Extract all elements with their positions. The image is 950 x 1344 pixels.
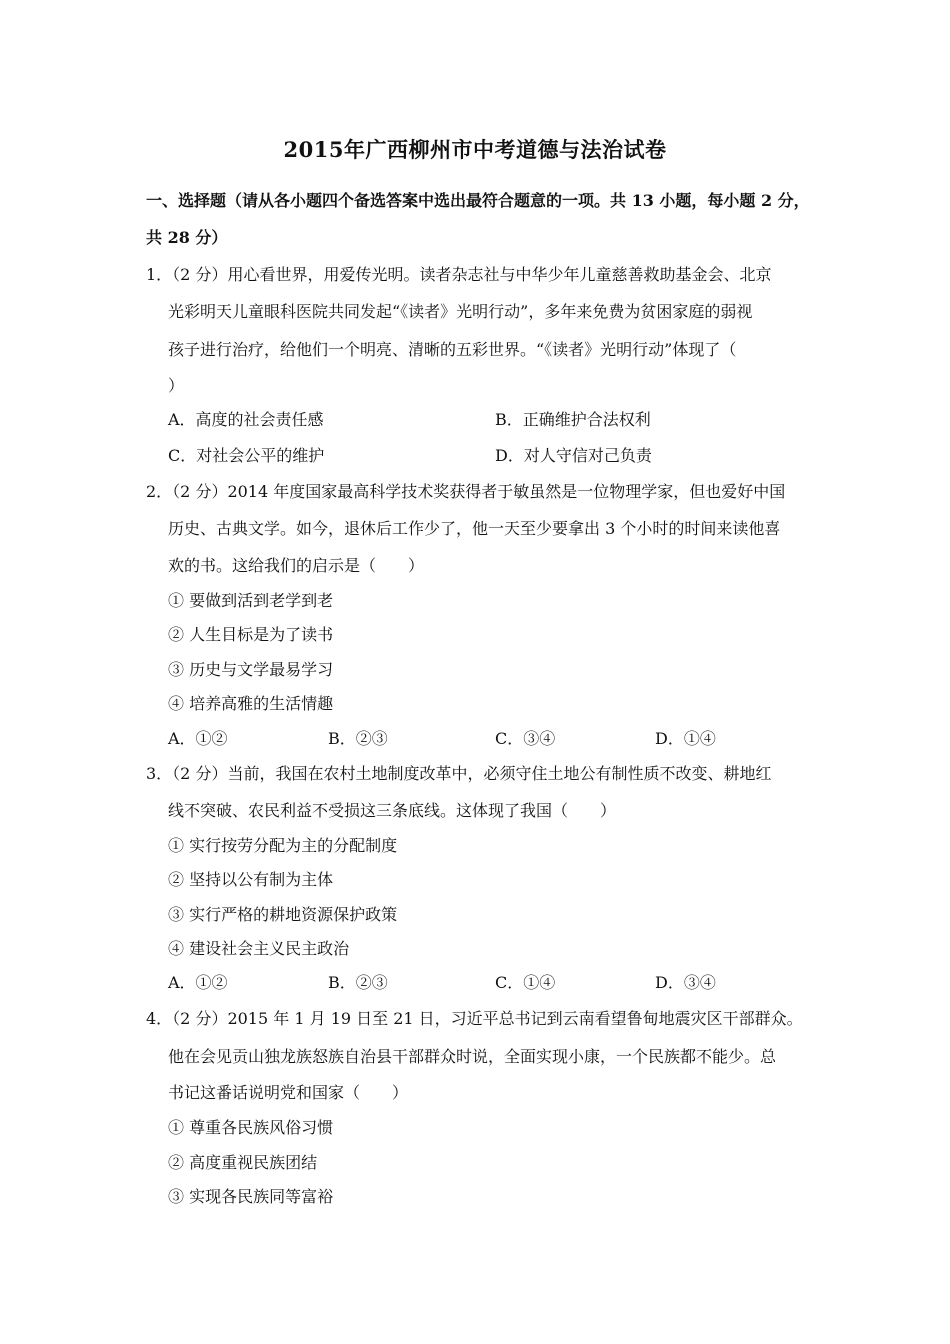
statement-item: ① 实行按劳分配为主的分配制度 <box>168 836 398 855</box>
option-a: A．高度的社会责任感 <box>168 410 324 429</box>
question-text: 4．（2 分）2015 年 1 月 19 日至 21 日，习近平总书记到云南看望鲁甸地震灾区干部群众。 <box>146 1009 803 1028</box>
statement-item: ② 坚持以公有制为主体 <box>168 870 334 889</box>
statement-item: ④ 建设社会主义民主政治 <box>168 939 350 958</box>
question-text: 他在会见贡山独龙族怒族自治县干部群众时说，全面实现小康，一个民族都不能少。总 <box>168 1047 777 1066</box>
option-d: D．③④ <box>655 973 716 992</box>
option-b: B．②③ <box>328 973 388 992</box>
option-d: D．①④ <box>655 729 716 748</box>
statement-item: ③ 历史与文学最易学习 <box>168 660 334 679</box>
question-text: 2．（2 分）2014 年度国家最高科学技术奖获得者于敏虽然是一位物理学家，但也爱好中国 <box>146 482 786 501</box>
question-text: 孩子进行治疗，给他们一个明亮、清晰的五彩世界。“《读者》光明行动”体现了（ <box>168 340 737 359</box>
option-c: C．③④ <box>495 729 556 748</box>
question-text: 书记这番话说明党和国家（ ） <box>168 1083 409 1102</box>
question-text: 历史、古典文学。如今，退休后工作少了，他一天至少要拿出 3 个小时的时间来读他喜 <box>168 519 781 538</box>
option-c: C．①④ <box>495 973 556 992</box>
statement-item: ③ 实行严格的耕地资源保护政策 <box>168 905 398 924</box>
question-text: 1．（2 分）用心看世界，用爱传光明。读者杂志社与中华少年儿童慈善救助基金会、北京 <box>146 265 772 284</box>
option-c: C．对社会公平的维护 <box>168 446 325 465</box>
section-heading-line-2: 共 28 分） <box>146 228 228 247</box>
section-heading-line-1: 一、选择题（请从各小题四个备选答案中选出最符合题意的一项。共 13 小题，每小题 2 分， <box>146 191 810 210</box>
statement-item: ② 人生目标是为了读书 <box>168 625 334 644</box>
question-text: ） <box>168 376 185 395</box>
option-b: B．正确维护合法权利 <box>495 410 651 429</box>
statement-item: ① 尊重各民族风俗习惯 <box>168 1118 334 1137</box>
question-text: 光彩明天儿童眼科医院共同发起“《读者》光明行动”，多年来免费为贫困家庭的弱视 <box>168 302 753 321</box>
option-b: B．②③ <box>328 729 388 748</box>
question-text: 线不突破、农民利益不受损这三条底线。这体现了我国（ ） <box>168 801 617 820</box>
option-a: A．①② <box>168 729 228 748</box>
statement-item: ③ 实现各民族同等富裕 <box>168 1187 334 1206</box>
question-text: 3．（2 分）当前，我国在农村土地制度改革中，必须守住土地公有制性质不改变、耕地红 <box>146 764 772 783</box>
page-title: 2015年广西柳州市中考道德与法治试卷 <box>283 137 667 162</box>
statement-item: ④ 培养高雅的生活情趣 <box>168 694 334 713</box>
statement-item: ① 要做到活到老学到老 <box>168 591 334 610</box>
option-a: A．①② <box>168 973 228 992</box>
statement-item: ② 高度重视民族团结 <box>168 1153 318 1172</box>
option-d: D．对人守信对己负责 <box>495 446 652 465</box>
question-text: 欢的书。这给我们的启示是（ ） <box>168 556 425 575</box>
